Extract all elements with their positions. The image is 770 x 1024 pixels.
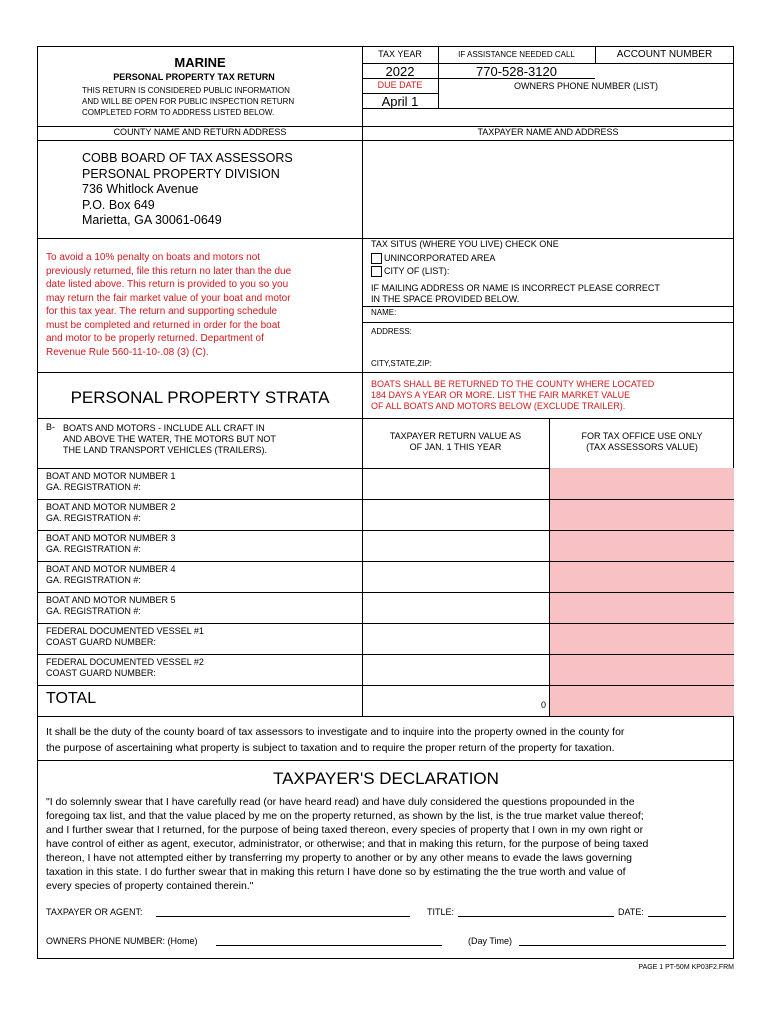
notice-line: IF MAILING ADDRESS OR NAME IS INCORRECT PLEASE CORRECT bbox=[371, 283, 660, 293]
address-label: ADDRESS: bbox=[371, 327, 412, 336]
row-line: BOAT AND MOTOR NUMBER 5 bbox=[46, 595, 176, 605]
address-line: 736 Whitlock Avenue bbox=[82, 182, 199, 196]
assessor-value-field[interactable] bbox=[550, 655, 734, 685]
home-phone-label: OWNERS PHONE NUMBER: (Home) bbox=[46, 936, 198, 946]
declaration-line: and I further swear that I returned, for the purpose of being taxed thereon, every species of property that I own in my own right or bbox=[46, 824, 644, 836]
notice-line: 184 DAYS A YEAR OR MORE. LIST THE FAIR MARKET VALUE bbox=[371, 390, 631, 400]
address-line: Marietta, GA 30061-0649 bbox=[82, 213, 222, 227]
table-row-label bbox=[46, 595, 176, 617]
row-line: FEDERAL DOCUMENTED VESSEL #1 bbox=[46, 626, 204, 636]
notice-line: must be completed and returned in order for the boat bbox=[46, 319, 281, 331]
description-line: BOATS AND MOTORS - INCLUDE ALL CRAFT IN bbox=[63, 423, 265, 433]
due-date-value: April 1 bbox=[381, 94, 419, 109]
notice-line: To avoid a 10% penalty on boats and motors not bbox=[46, 252, 261, 263]
notice-line: OF ALL BOATS AND MOTORS BELOW (EXCLUDE TRAILER). bbox=[371, 401, 626, 411]
header-line: TAXPAYER RETURN VALUE AS bbox=[389, 431, 522, 441]
row-line: COAST GUARD NUMBER: bbox=[46, 668, 156, 678]
tax-office-header bbox=[550, 431, 734, 453]
due-date-label: DUE DATE bbox=[377, 80, 423, 90]
row-line: GA. REGISTRATION #: bbox=[46, 513, 141, 523]
notice-line: BOATS SHALL BE RETURNED TO THE COUNTY WHERE LOCATED bbox=[371, 379, 655, 389]
assistance-phone: 770-528-3120 bbox=[476, 64, 557, 79]
description-line: AND ABOVE THE WATER, THE MOTORS BUT NOT bbox=[63, 434, 276, 444]
taxpayer-agent-label: TAXPAYER OR AGENT: bbox=[46, 907, 143, 917]
declaration-text bbox=[46, 795, 648, 893]
notice-line: Revenue Rule 560-11-10-.08 (3) (C). bbox=[46, 346, 209, 358]
date-label: DATE: bbox=[618, 907, 644, 917]
situs-option-city[interactable] bbox=[371, 266, 449, 277]
notice-line: for this tax year. The return and supporting schedule bbox=[46, 306, 278, 317]
title-label: TITLE: bbox=[427, 907, 455, 917]
home-phone-line[interactable] bbox=[216, 945, 442, 946]
statement-line: the purpose of ascertaining what property is subject to taxation and to require the proper return of the property for taxation. bbox=[46, 742, 615, 754]
notice-line: previously returned, file this return no later than the due bbox=[46, 265, 292, 277]
statement-line: It shall be the duty of the county board of tax assessors to investigate and to inquire into the property owned in the county for bbox=[46, 726, 625, 738]
owners-phone-field[interactable] bbox=[439, 93, 734, 108]
assessor-value-field[interactable] bbox=[550, 468, 734, 499]
total-value: 0 bbox=[540, 700, 546, 710]
row-line: BOAT AND MOTOR NUMBER 1 bbox=[46, 471, 176, 481]
unincorporated-checkbox[interactable] bbox=[371, 253, 382, 264]
assessor-value-field[interactable] bbox=[550, 593, 734, 623]
marine-tax-return-form bbox=[37, 46, 734, 959]
tax-year-label: TAX YEAR bbox=[378, 49, 422, 59]
option-label: UNINCORPORATED AREA bbox=[384, 253, 496, 263]
strata-title: PERSONAL PROPERTY STRATA bbox=[70, 388, 330, 407]
row-line: BOAT AND MOTOR NUMBER 4 bbox=[46, 564, 176, 574]
notice-line: and motor to be properly returned. Department of bbox=[46, 333, 264, 344]
declaration-line: have control of either as agent, executor, administrator, or otherwise; and that in making this return, for the purpose of being taxed bbox=[46, 838, 649, 850]
day-time-label: (Day Time) bbox=[468, 936, 513, 946]
declaration-line: every species of property contained therein." bbox=[46, 880, 254, 892]
public-notice bbox=[82, 85, 294, 118]
declaration-line: thereon, I have not attempted either by transferring my property to another or by any other means to evade the laws governing bbox=[46, 852, 633, 864]
notice-line: AND WILL BE OPEN FOR PUBLIC INSPECTION RETURN bbox=[82, 97, 295, 106]
property-table bbox=[38, 468, 734, 716]
taxpayer-address-field[interactable] bbox=[363, 141, 734, 238]
date-line[interactable] bbox=[648, 916, 726, 917]
taxpayer-value-field[interactable] bbox=[363, 500, 549, 530]
name-label: NAME: bbox=[371, 308, 397, 317]
city-state-zip-label: CITY,STATE,ZIP: bbox=[371, 359, 432, 368]
form-title: MARINE bbox=[174, 55, 226, 70]
taxpayer-address-label: TAXPAYER NAME AND ADDRESS bbox=[477, 127, 619, 137]
day-time-phone-line[interactable] bbox=[519, 945, 726, 946]
section-b-description bbox=[63, 423, 276, 456]
total-label: TOTAL bbox=[46, 690, 97, 707]
assessor-value-field[interactable] bbox=[550, 624, 734, 654]
page-footer: PAGE 1 PT-50M KP03F2.FRM bbox=[638, 964, 734, 971]
name-field[interactable] bbox=[403, 307, 733, 321]
taxpayer-value-header bbox=[362, 431, 549, 453]
table-row-label bbox=[46, 471, 176, 493]
row-line: GA. REGISTRATION #: bbox=[46, 575, 141, 585]
duty-statement bbox=[46, 724, 624, 756]
address-line: P.O. Box 649 bbox=[82, 197, 155, 212]
account-number-field[interactable] bbox=[439, 64, 734, 78]
taxpayer-value-field[interactable] bbox=[363, 593, 549, 623]
declaration-line: taxation in this state. I do further swear that in making this return I have done so by estimating the the true worth and value of bbox=[46, 866, 626, 878]
assessor-value-field[interactable] bbox=[550, 562, 734, 592]
table-row-label bbox=[46, 657, 204, 679]
row-line: GA. REGISTRATION #: bbox=[46, 544, 141, 554]
penalty-notice bbox=[46, 251, 291, 359]
header-line: OF JAN. 1 THIS YEAR bbox=[409, 442, 502, 452]
account-number-label: ACCOUNT NUMBER bbox=[616, 49, 713, 60]
notice-line: THIS RETURN IS CONSIDERED PUBLIC INFORMATION bbox=[82, 86, 290, 95]
assessor-value-field[interactable] bbox=[550, 500, 734, 530]
boats-location-notice bbox=[371, 379, 654, 412]
option-label: CITY OF (LIST): bbox=[384, 266, 450, 276]
situs-option-unincorporated[interactable] bbox=[371, 253, 495, 264]
address-field[interactable] bbox=[418, 323, 733, 355]
taxpayer-value-field[interactable] bbox=[363, 655, 549, 685]
taxpayer-value-field[interactable] bbox=[363, 624, 549, 654]
row-line: BOAT AND MOTOR NUMBER 3 bbox=[46, 533, 176, 543]
table-row-label bbox=[46, 533, 176, 555]
row-line: GA. REGISTRATION #: bbox=[46, 482, 141, 492]
assessor-total-field[interactable] bbox=[550, 686, 734, 716]
section-b-prefix: B- bbox=[46, 422, 55, 432]
tax-year-field[interactable]: 2022 bbox=[385, 64, 415, 79]
row-line: BOAT AND MOTOR NUMBER 2 bbox=[46, 502, 176, 512]
owners-phone-label: OWNERS PHONE NUMBER (LIST) bbox=[513, 81, 658, 91]
notice-line: date listed above. This return is provided to you so you bbox=[46, 279, 289, 290]
row-line: COAST GUARD NUMBER: bbox=[46, 637, 156, 647]
table-row-label bbox=[46, 564, 176, 586]
declaration-line: foregoing tax list, and that the value placed by me on the property returned, as shown by the list, is the true market value thereof; bbox=[46, 810, 644, 822]
header-line: FOR TAX OFFICE USE ONLY bbox=[581, 431, 703, 441]
description-line: THE LAND TRANSPORT VEHICLES (TRAILERS). bbox=[63, 445, 268, 455]
taxpayer-value-field[interactable] bbox=[363, 468, 549, 499]
declaration-title: TAXPAYER'S DECLARATION bbox=[273, 769, 499, 788]
county-address bbox=[82, 151, 293, 229]
table-row-label bbox=[46, 626, 204, 648]
situs-label: TAX SITUS (WHERE YOU LIVE) CHECK ONE bbox=[371, 239, 559, 249]
table-row-label bbox=[46, 502, 176, 524]
assessor-value-field[interactable] bbox=[550, 531, 734, 561]
mailing-correction-notice bbox=[371, 283, 660, 305]
county-address-label: COUNTY NAME AND RETURN ADDRESS bbox=[113, 127, 287, 137]
city-state-zip-field[interactable] bbox=[438, 356, 733, 371]
city-checkbox[interactable] bbox=[371, 266, 382, 277]
address-line: PERSONAL PROPERTY DIVISION bbox=[82, 166, 280, 181]
header-line: (TAX ASSESSORS VALUE) bbox=[586, 442, 698, 452]
notice-line: COMPLETED FORM TO ADDRESS LISTED BELOW. bbox=[82, 108, 275, 117]
notice-line: may return the fair market value of your boat and motor bbox=[46, 292, 291, 304]
notice-line: IN THE SPACE PROVIDED BELOW. bbox=[371, 294, 520, 304]
title-line[interactable] bbox=[458, 916, 614, 917]
row-line: GA. REGISTRATION #: bbox=[46, 606, 141, 616]
taxpayer-value-field[interactable] bbox=[363, 562, 549, 592]
taxpayer-value-field[interactable] bbox=[363, 531, 549, 561]
declaration-line: "I do solemnly swear that I have carefully read (or have heard read) and have duly considered the questions propounded in the bbox=[46, 796, 635, 808]
row-line: FEDERAL DOCUMENTED VESSEL #2 bbox=[46, 657, 204, 667]
form-subtitle: PERSONAL PROPERTY TAX RETURN bbox=[113, 72, 275, 82]
assistance-label: IF ASSISTANCE NEEDED CALL bbox=[458, 50, 575, 59]
address-line: COBB BOARD OF TAX ASSESSORS bbox=[82, 151, 293, 165]
taxpayer-agent-signature-line[interactable] bbox=[156, 916, 410, 917]
